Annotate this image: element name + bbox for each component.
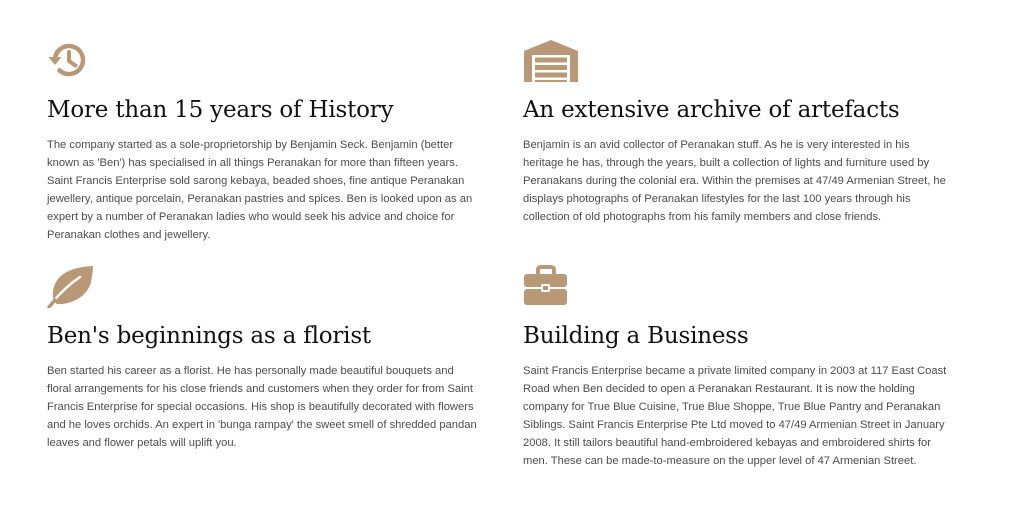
feature-business	[523, 264, 963, 470]
feature-title: Ben's beginnings as a florist	[47, 323, 371, 349]
feature-title: More than 15 years of History	[47, 97, 394, 123]
feature-archive	[523, 38, 963, 226]
feature-history	[47, 38, 487, 244]
feature-text: The company started as a sole-proprietorship by Benjamin Seck. Benjamin (better known as 'Ben') has specialised in all things Peranakan for more than fifteen years. Saint Francis Enterprise sold sarong kebaya, beaded shoes, fine antique Peranakan jewellery, antique porcelain, Peranakan pastries and spices. Ben is looked upon as an expert by a number of Peranakan ladies who would seek his advice and choice for Peranakan clothes and jewellery.	[47, 139, 473, 241]
warehouse-icon	[523, 38, 583, 86]
feature-text: Benjamin is an avid collector of Peranakan stuff. As he is very interested in his heritage he has, through the years, built a collection of lights and furniture used by Peranakans during the colonial era. Within the premises at 47/49 Armenian Street, he displays photographs of Peranakan lifestyles for the last 100 years through his collection of old photographs from his family members and close friends.	[523, 139, 946, 223]
leaf-icon	[47, 264, 107, 312]
feature-title: Building a Business	[523, 323, 749, 349]
history-icon	[47, 38, 107, 86]
feature-text: Saint Francis Enterprise became a private limited company in 2003 at 117 East Coast Road when Ben decided to open a Peranakan Restaurant. It is now the holding company for True Blue Cuisine, True Blue Shoppe, True Blue Pantry and Peranakan Siblings. Saint Francis Enterprise Pte Ltd moved to 47/49 Armenian Street in January 2008. It still tailors beautiful hand-embroidered kebayas and embroidered shirts for men. These can be made-to-measure on the upper level of 47 Armenian Street.	[523, 365, 947, 467]
feature-title: An extensive archive of artefacts	[523, 97, 900, 123]
feature-florist	[47, 264, 487, 452]
briefcase-icon	[523, 264, 583, 312]
feature-text: Ben started his career as a florist. He has personally made beautiful bouquets and floral arrangements for his close friends and customers when they order for from Saint Francis Enterprise for special occasions. His shop is beautifully decorated with flowers and he loves orchids. An expert in 'bunga rampay' the sweet smell of shredded pandan leaves and flower petals will uplift you.	[47, 365, 477, 449]
